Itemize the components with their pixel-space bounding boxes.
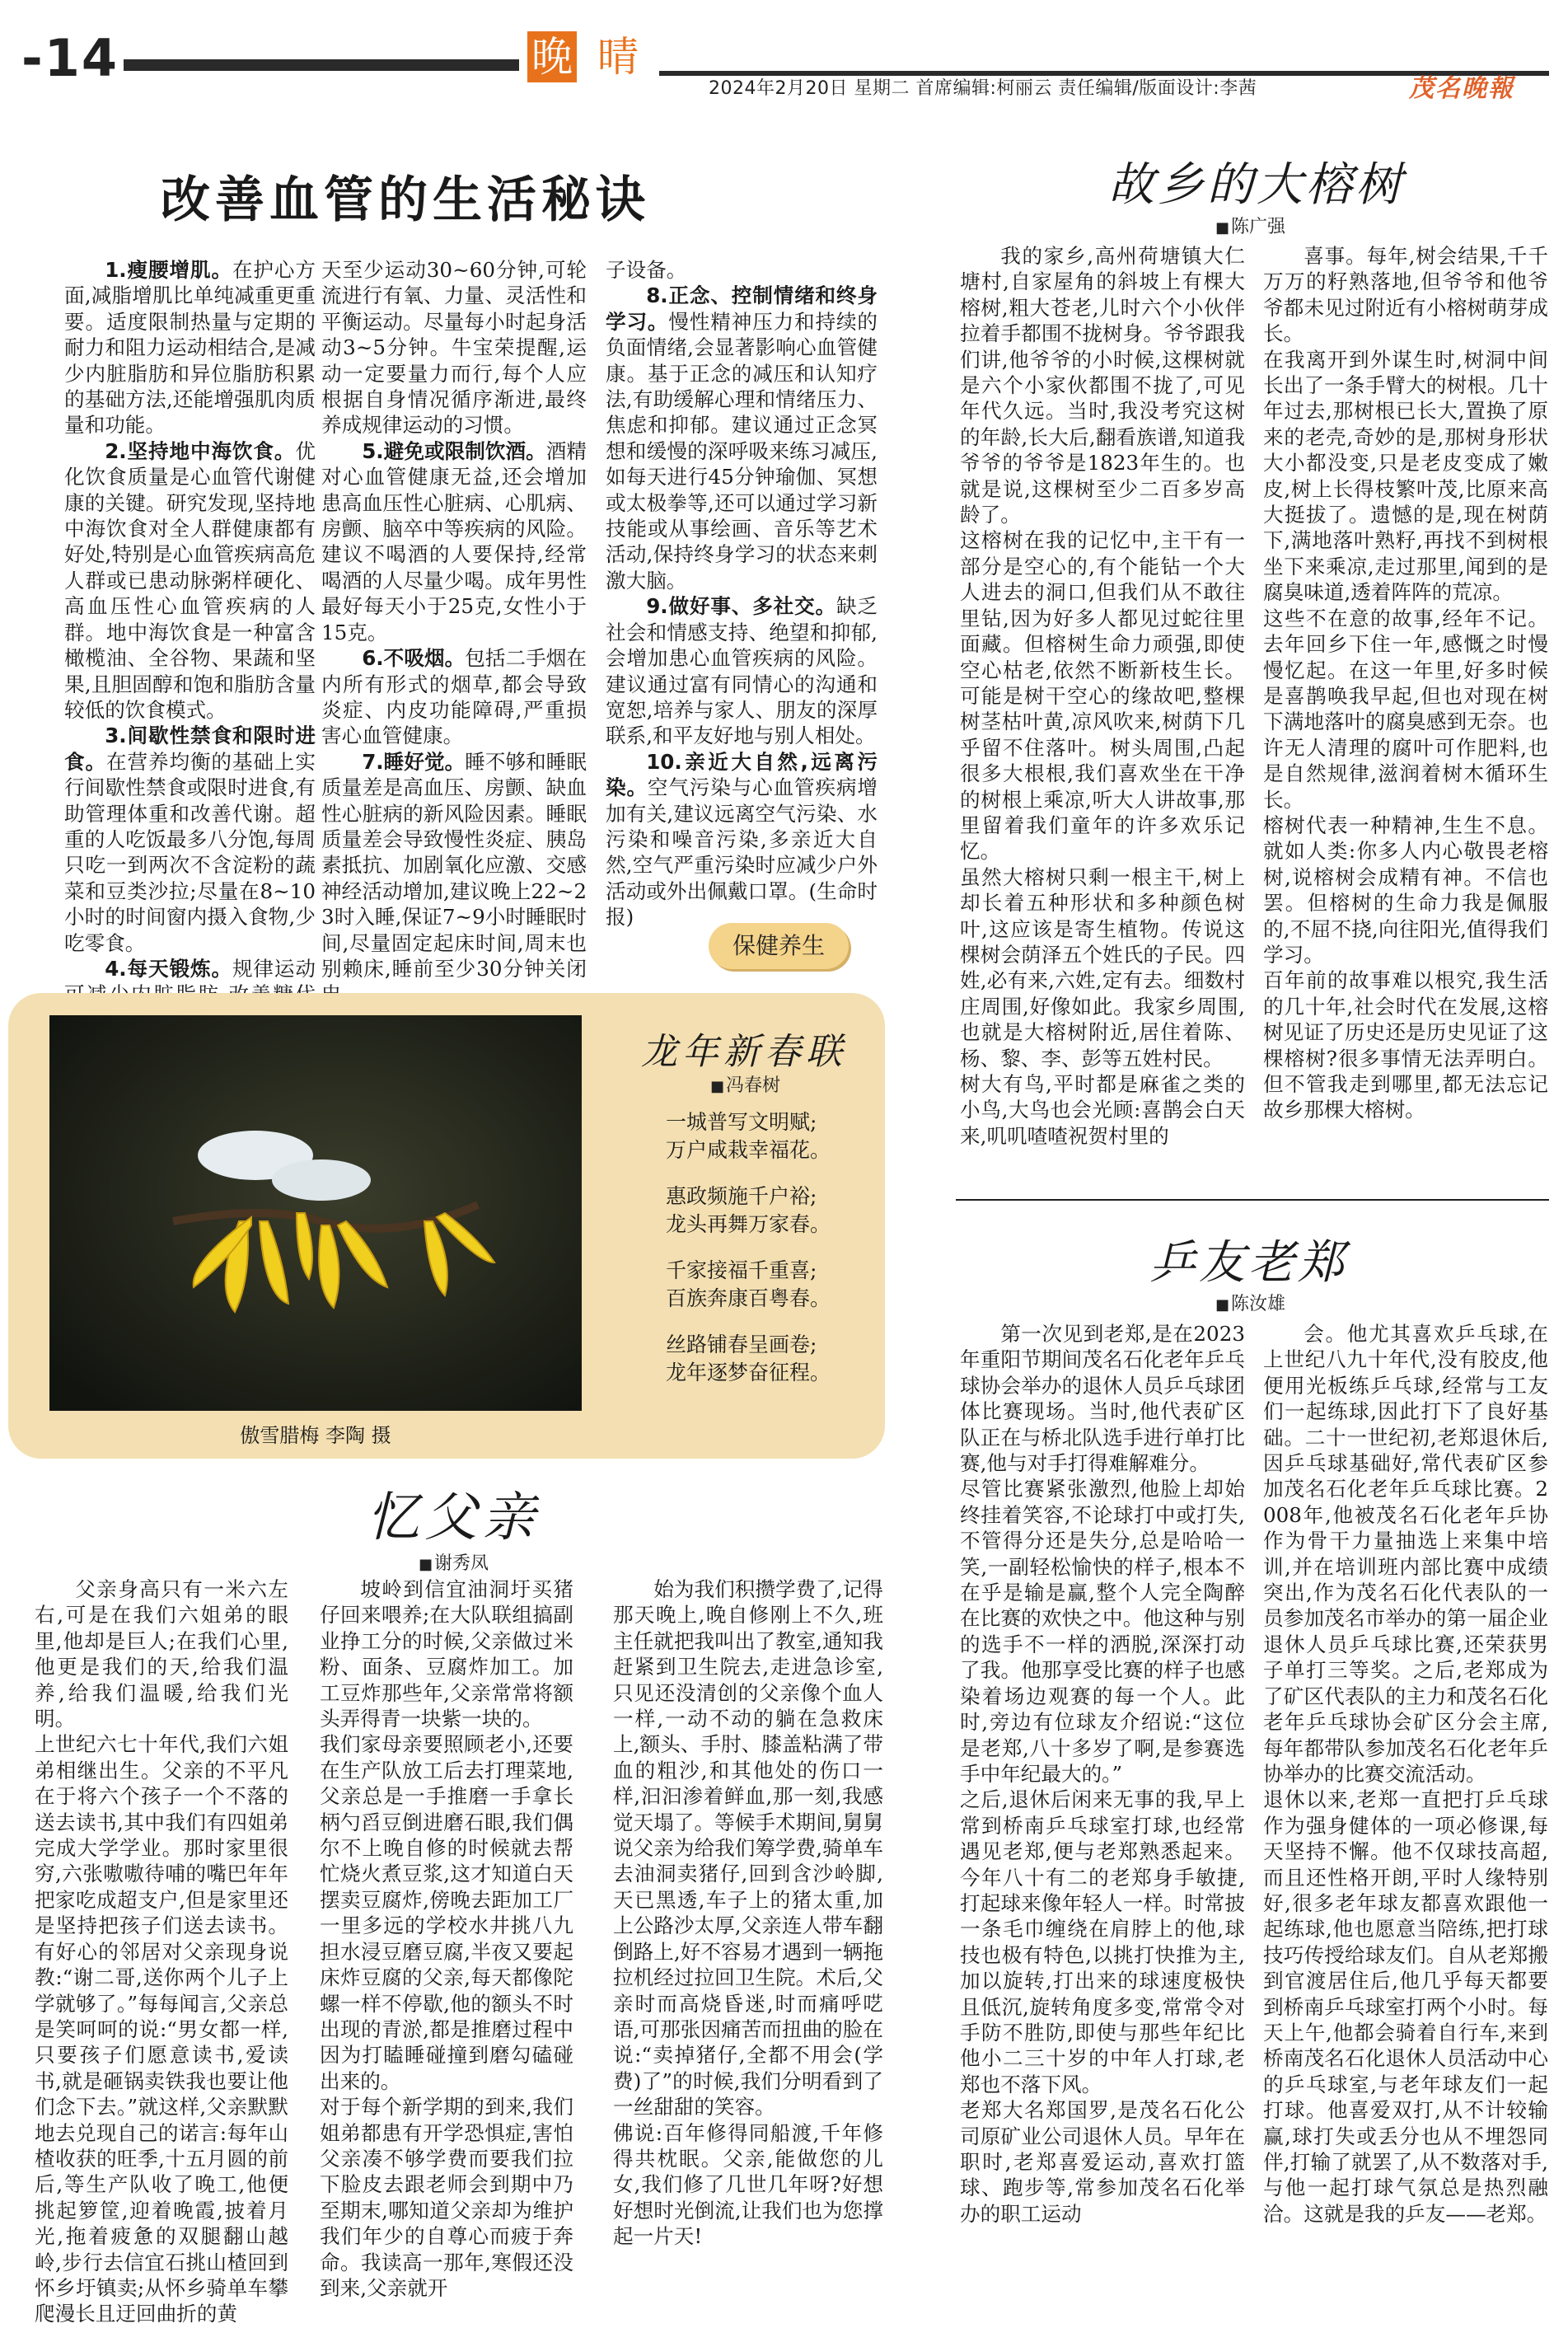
- couplets-author: ■ 冯春树: [710, 1071, 780, 1097]
- health-article-title: 改善血管的生活秘诀: [161, 171, 650, 229]
- paragraph-lead: 8.正念、控制情绪和终身学习。: [606, 283, 878, 334]
- issue-meta: 2024年2月20日 星期二 首席编辑:柯丽云 责任编辑/版面设计:李茜: [709, 78, 1257, 99]
- photo-caption: 傲雪腊梅 李陶 摄: [240, 1424, 391, 1447]
- paragraph-lead: 7.睡好觉。: [362, 749, 466, 774]
- couplet-line: 龙年逐梦奋征程。: [666, 1361, 831, 1384]
- paragraph-lead: 3.间歇性禁食和限时进食。: [64, 724, 316, 774]
- health-column-3: [606, 257, 878, 930]
- couplets-body: [666, 1108, 880, 1405]
- wintersweet-photo: [49, 1015, 582, 1411]
- couplet-pair: [666, 1108, 880, 1164]
- health-paragraph: [606, 593, 878, 748]
- couplet-line: 惠政频施千户裕;: [666, 1184, 817, 1208]
- paragraph-lead: 10.亲近大自然,远离污染。: [606, 749, 878, 800]
- pingpong-column-2: 会。他尤其喜欢乒乓球,在上世纪八九十年代,没有胶皮,他便用光板练乒乓球,经常与工友们一起练球,因此打下了良好基础。二十一世纪初,老郑退休后,因乒乓球基础好,常代表矿区参加茂名石化老年乒乓球比赛。2008年,他被茂名石化老年乒协作为骨干力量抽选上来集中培训,并在培训班内部比赛中成绩突出,作为茂名石化代表队的一员参加茂名市举办的第一届企业退休人员乒乓球比赛,还荣获男子单打三等奖。之后,老郑成为了矿区代表队的主力和茂名石化老年乒乓球协会矿区分会主席,每年都带队参加茂名石化老年乒协举办的比赛交流活动。 退休以来,老郑一直把打乒乓球作为强身健体的一项必修课,每天坚持不懈。他不仅球技高超,而且还性格开朗,平时人缘特别好,很多老年球友都喜欢跟他一起练球,他也愿意当陪练,把打球技巧传授给球友们。自从老郑搬到官渡居住后,他几乎每天都要到桥南乒乓球室打两个小时。每天上午,他都会骑着自行车,来到桥南茂名石化退休人员活动中心的乒乓球室,与老年球友们一起打球。他喜爱双打,从不计较输赢,球打失或丢分也从不埋怨同伴,打输了就罢了,从不数落对手,与他一起打球气氛总是热烈融洽。这就是我的乒友——老郑。: [1263, 1322, 1548, 2226]
- banyan-article-title: 故乡的大榕树: [1108, 158, 1405, 212]
- paragraph-text: 子设备。: [606, 258, 687, 282]
- page-number: -14: [21, 28, 119, 88]
- health-paragraph: [321, 438, 587, 645]
- wintersweet-illustration: [49, 1015, 582, 1411]
- paragraph-lead: 6.不吸烟。: [362, 646, 466, 671]
- couplet-line: 万户咸栽幸福花。: [666, 1138, 831, 1162]
- couplet-line: 丝路铺春呈画卷;: [666, 1333, 817, 1356]
- paragraph-lead: 4.每天锻炼。: [105, 956, 232, 981]
- couplets-title: 龙年新春联: [641, 1031, 847, 1073]
- paragraph-text: 睡不够和睡眠质量差是高血压、房颤、缺血性心脏病的新风险因素。睡眠质量差会导致慢性炎症、胰岛素抵抗、加剧氧化应激、交感神经活动增加,建议晚上22~23时入睡,保证7~9小时睡眠时间,尽量固定起床时间,周末也别赖床,睡前至少30分钟关闭: [321, 749, 587, 981]
- father-column-3: 始为我们积攒学费了,记得那天晚上,晚自修刚上不久,班主任就把我叫出了教室,通知我赶紧到卫生院去,走进急诊室,只见还没清创的父亲像个血人一样,一动不动的躺在急救床上,额头、手肘、膝盖粘满了带血的粗沙,和其他处的伤口一样,汩汩渗着鲜血,那一刻,我感觉天塌了。等候手术期间,舅舅说父亲为给我们筹学费,骑单车去油洞卖猪仔,回到含沙岭脚,天已黑透,车子上的猪太重,加上公路沙太厚,父亲连人带车翻倒路上,好不容易才遇到一辆拖拉机经过拉回卫生院。术后,父亲时而高烧昏迷,时而痛呼呓语,可那张因痛苦而扭曲的脸在说:“卖掉猪仔,全都不用会(学费)了”的时候,我们分明看到了一丝甜甜的笑容。 佛说:百年修得同船渡,千年修得共枕眠。父亲,能做您的儿女,我们修了几世几年呀?好想好想时光倒流,让我们也为您撑起一片天!: [613, 1577, 883, 2249]
- health-column-1: [64, 257, 316, 1060]
- father-article-title: 忆父亲: [367, 1487, 540, 1548]
- paragraph-lead: 5.避免或限制饮酒。: [362, 438, 546, 463]
- paragraph-text: 天至少运动30~60分钟,可轮流进行有氧、力量、灵活性和平衡运动。尽量每小时起身活动3~5分钟。牛宝荣提醒,运动一定要量力而行,每个人应根据自身情况循序渐进,最终养成规律运动的习惯。: [321, 258, 587, 438]
- paragraph-text: 规律运动: [232, 956, 316, 981]
- paragraph-text: 空气污染与心血管疾病增加有关,建议远离空气污染、水污染和噪音污染,多亲近大自然,空气严重污染时应减少户外活动或外出佩戴口罩。(生命时报): [606, 775, 878, 930]
- paragraph-text: 优化饮食质量是心血管代谢健康的关键。研究发现,坚持地中海饮食对全人群健康都有好处,特别是心血管疾病高危人群或已患动脉粥样硬化、高血压性心血管疾病的人群。地中海饮食是一种富含橄榄油、全谷物、果蔬和坚果,且胆固醇和饱和脂肪含量较低的饮食模式。: [64, 438, 316, 722]
- health-paragraph: [321, 645, 587, 749]
- health-paragraph: [64, 257, 316, 438]
- newspaper-logo: 茂名晚報: [1409, 74, 1514, 103]
- paragraph-text: 包括二手烟在内所有形式的烟草,都会导致炎症、内皮功能障碍,严重损害心血管健康。: [321, 646, 587, 748]
- couplet-line: 百族奔康百粤春。: [666, 1286, 831, 1310]
- banyan-article-author: ■ 陈广强: [1215, 213, 1285, 238]
- couplet-pair: [666, 1257, 880, 1313]
- couplet-line: 千家接福千重喜;: [666, 1258, 817, 1282]
- health-paragraph: [606, 749, 878, 930]
- health-paragraph: [321, 749, 587, 1008]
- couplet-line: 龙头再舞万家春。: [666, 1212, 831, 1236]
- paragraph-lead: 2.坚持地中海饮食。: [105, 438, 296, 463]
- health-paragraph: [321, 257, 587, 438]
- pingpong-column-1: 第一次见到老郑,是在2023年重阳节期间茂名石化老年乒乓球协会举办的退休人员乒乓球团体比赛现场。当时,他代表矿区队正在与桥北队选手进行单打比赛,他与对手打得难解难分。 尽管比赛紧张激烈,他脸上却始终挂着笑容,不论球打中或打失,不管得分还是失分,总是哈哈一笑,一副轻松愉快的样子,根本不在乎是输是赢,整个人完全陶醉在比赛的欢快之中。他这种与别的选手不一样的洒脱,深深打动了我。他那享受比赛的样子也感染着场边观赛的每一个人。此时,旁边有位球友介绍说:“这位是老郑,八十多岁了啊,是参赛选手中年纪最大的。” 之后,退休后闲来无事的我,早上常到桥南乒乓球室打球,也经常遇见老郑,便与老郑熟悉起来。今年八十有二的老郑身手敏捷,打起球来像年轻人一样。时常披一条毛巾缠绕在肩脖上的他,球技也极有特色,以挑打快推为主,加以旋转,打出来的球速度极快且低沉,旋转角度多变,常常令对手防不胜防,即使与那些年纪比他小二三十岁的中年人打球,老郑也不落下风。 老郑大名郑国罗,是茂名石化公司原矿业公司退休人员。早年在职时,老郑喜爱运动,喜欢打篮球、跑步等,常参加茂名石化举办的职工运动: [960, 1322, 1245, 2226]
- banyan-column-2: 喜事。每年,树会结果,千千万万的籽熟落地,但爷爷和他爷爷都未见过附近有小榕树萌芽成长。 在我离开到外谋生时,树洞中间长出了一条手臂大的树根。几十年过去,那树根已长大,置换了原来的老壳,奇妙的是,那树身形状大小都没变,只是老皮变成了嫩皮,树上长得枝繁叶茂,比原来高大挺拔了。遗憾的是,现在树荫下,满地落叶熟籽,再找不到树根坐下来乘凉,走过那里,闻到的是腐臭味道,透着阵阵的荒凉。 这些不在意的故事,经年不记。去年回乡下住一年,感慨之时慢慢忆起。在这一年里,好多时候是喜鹊唤我早起,但也对现在树下满地落叶的腐臭感到无奈。也许无人清理的腐叶可作肥料,也是自然规律,滋润着树木循环生长。 榕树代表一种精神,生生不息。就如人类:你多人内心敬畏老榕树,说榕树会成精有神。不信也罢。但榕树的生命力我是佩服的,不屈不挠,向往阳光,值得我们学习。 百年前的故事难以根究,我生活的几十年,社会时代在发展,这榕树见证了历史还是历史见证了这棵榕树?很多事情无法弄明白。但不管我走到哪里,都无法忘记故乡那棵大榕树。: [1263, 244, 1548, 1122]
- health-paragraph: [606, 283, 878, 593]
- father-article-author: ■ 谢秀凤: [419, 1549, 489, 1575]
- paragraph-lead: 9.做好事、多社交。: [646, 594, 836, 619]
- header-rule-left: [124, 59, 519, 71]
- paragraph-text: 慢性精神压力和持续的负面情绪,会显著影响心血管健康。基于正念的减压和认知疗法,有助缓解心理和情绪压力、焦虑和抑郁。建议通过正念冥想和缓慢的深呼吸来练习减压,如每天进行45分钟瑜伽、冥想或太极拳等,还可以通过学习新技能或从事绘画、音乐等艺术活动,保持终身学习的状态来刺激大脑。: [606, 309, 878, 593]
- paragraph-text: 在护心方面,减脂增肌比单纯减重更重要。适度限制热量与定期的耐力和阻力运动相结合,是减少内脏脂肪和异位脂肪积累的基础方法,还能增强肌肉质量和功能。: [64, 258, 316, 438]
- health-paragraph: [64, 723, 316, 956]
- health-paragraph: [606, 257, 878, 283]
- paragraph-text: 酒精对心血管健康无益,还会增加患高血压性心脏病、心肌病、房颤、脑卒中等疾病的风险。建议不喝酒的人要保持,经常喝酒的人尽量少喝。成年男性最好每天小于25克,女性小于15克。: [321, 438, 587, 644]
- column-name-char-1: 晚: [527, 31, 577, 82]
- couplet-line: 一城普写文明赋;: [666, 1110, 817, 1134]
- pingpong-article-author: ■ 陈汝雄: [1215, 1290, 1285, 1315]
- couplet-pair: [666, 1183, 880, 1239]
- column-name-char-2: 晴: [597, 33, 639, 81]
- father-column-2: 坡岭到信宜油洞圩买猪仔回来喂养;在大队联组搞副业挣工分的时候,父亲做过米粉、面条、豆腐炸加工。加工豆炸那些年,父亲常常将额头弄得青一块紫一块的。 我们家母亲要照顾老小,还要在生产队放工后去打理菜地,父亲总是一手推磨一手拿长柄勺舀豆倒进磨石眼,我们偶尔不上晚自修的时候就去帮忙烧火煮豆浆,这才知道白天摆卖豆腐炸,傍晚去距加工厂一里多远的学校水井挑八九担水浸豆磨豆腐,半夜又要起床炸豆腐的父亲,每天都像陀螺一样不停歇,他的额头不时出现的青淤,都是推磨过程中因为打瞌睡碰撞到磨勾磕碰出来的。 对于每个新学期的到来,我们姐弟都患有开学恐惧症,害怕父亲凑不够学费而要我们拉下脸皮去跟老师会到期中乃至期末,哪知道父亲却为维护我们年少的自尊心而疲于奔命。我读高一那年,寒假还没到来,父亲就开: [320, 1577, 573, 2300]
- section-divider: [956, 1199, 1549, 1201]
- couplet-pair: [666, 1331, 880, 1387]
- health-section-tag: 保健养生: [709, 923, 849, 969]
- paragraph-lead: 1.瘦腰增肌。: [105, 258, 232, 282]
- health-paragraph: [64, 438, 316, 723]
- father-column-1: 父亲身高只有一米六左右,可是在我们六姐弟的眼里,他却是巨人;在我们心里,他更是我们的天,给我们温养,给我们温暖,给我们光明。 上世纪六七十年代,我们六姐弟相继出生。父亲的不平凡在于将六个孩子一个不落的送去读书,其中我们有四姐弟完成大学学业。那时家里很穷,六张嗷嗷待哺的嘴巴年年把家吃成超支户,但是家里还是坚持把孩子们送去读书。有好心的邻居对父亲现身说教:“谢二哥,送你两个儿子上学就够了。”每每闻言,父亲总是笑呵呵的说:“男女都一样,只要孩子们愿意读书,爱读书,就是砸锅卖铁我也要让他们念下去。”就这样,父亲默默地去兑现自己的诺言:每年山楂收获的旺季,十五月圆的前后,等生产队收了晚工,他便挑起箩筐,迎着晚霞,披着月光,拖着疲惫的双腿翻山越岭,步行去信宜石挑山楂回到怀乡圩镇卖;从怀乡骑单车攀爬漫长且迂回曲折的黄: [35, 1577, 288, 2326]
- health-column-2: [321, 257, 587, 1008]
- pingpong-article-title: 乒友老郑: [1149, 1236, 1347, 1290]
- paragraph-text: 缺乏社会和情感支持、绝望和抑郁,会增加患心血管疾病的风险。建议通过富有同情心的沟通和宽恕,培养与家人、朋友的深厚联系,和平友好地与别人相处。: [606, 594, 878, 748]
- paragraph-text: 在营养均衡的基础上实行间歇性禁食或限时进食,有助管理体重和改善代谢。超重的人吃饭最多八分饱,每周只吃一到两次不含淀粉的蔬菜和豆类沙拉;尽量在8~10小时的时间窗内摄入食物,少吃零食。: [64, 749, 316, 955]
- banyan-column-1: 我的家乡,高州荷塘镇大仁塘村,自家屋角的斜坡上有棵大榕树,粗大苍老,儿时六个小伙伴拉着手都围不拢树身。爷爷跟我们讲,他爷爷的小时候,这棵树就是六个小家伙都围不拢了,可见年代久远。当时,我没考究这树的年龄,长大后,翻看族谱,知道我爷爷的爷爷是1823年生的。也就是说,这棵树至少二百多岁高龄了。 这榕树在我的记忆中,主干有一部分是空心的,有个能钻一个大人进去的洞口,但我们从不敢往里钻,因为好多人都见过蛇往里面藏。但榕树生命力顽强,即使空心枯老,依然不断新枝生长。可能是树干空心的缘故吧,整棵树茎枯叶黄,凉风吹来,树荫下几乎留不住落叶。树头周围,凸起很多大根根,我们喜欢坐在干净的树根上乘凉,听大人讲故事,那里留着我们童年的许多欢乐记忆。 虽然大榕树只剩一根主干,树上却长着五种形状和多种颜色树叶,这应该是寄生植物。传说这棵树会荫泽五个姓氏的子民。四姓,必有来,六姓,定有去。细数村庄周围,好像如此。我家乡周围,也就是大榕树附近,居住着陈、杨、黎、李、彭等五姓村民。 树大有鸟,平时都是麻雀之类的小鸟,大鸟也会光顾:喜鹊会白天来,叽叽喳喳祝贺村里的: [960, 244, 1245, 1148]
